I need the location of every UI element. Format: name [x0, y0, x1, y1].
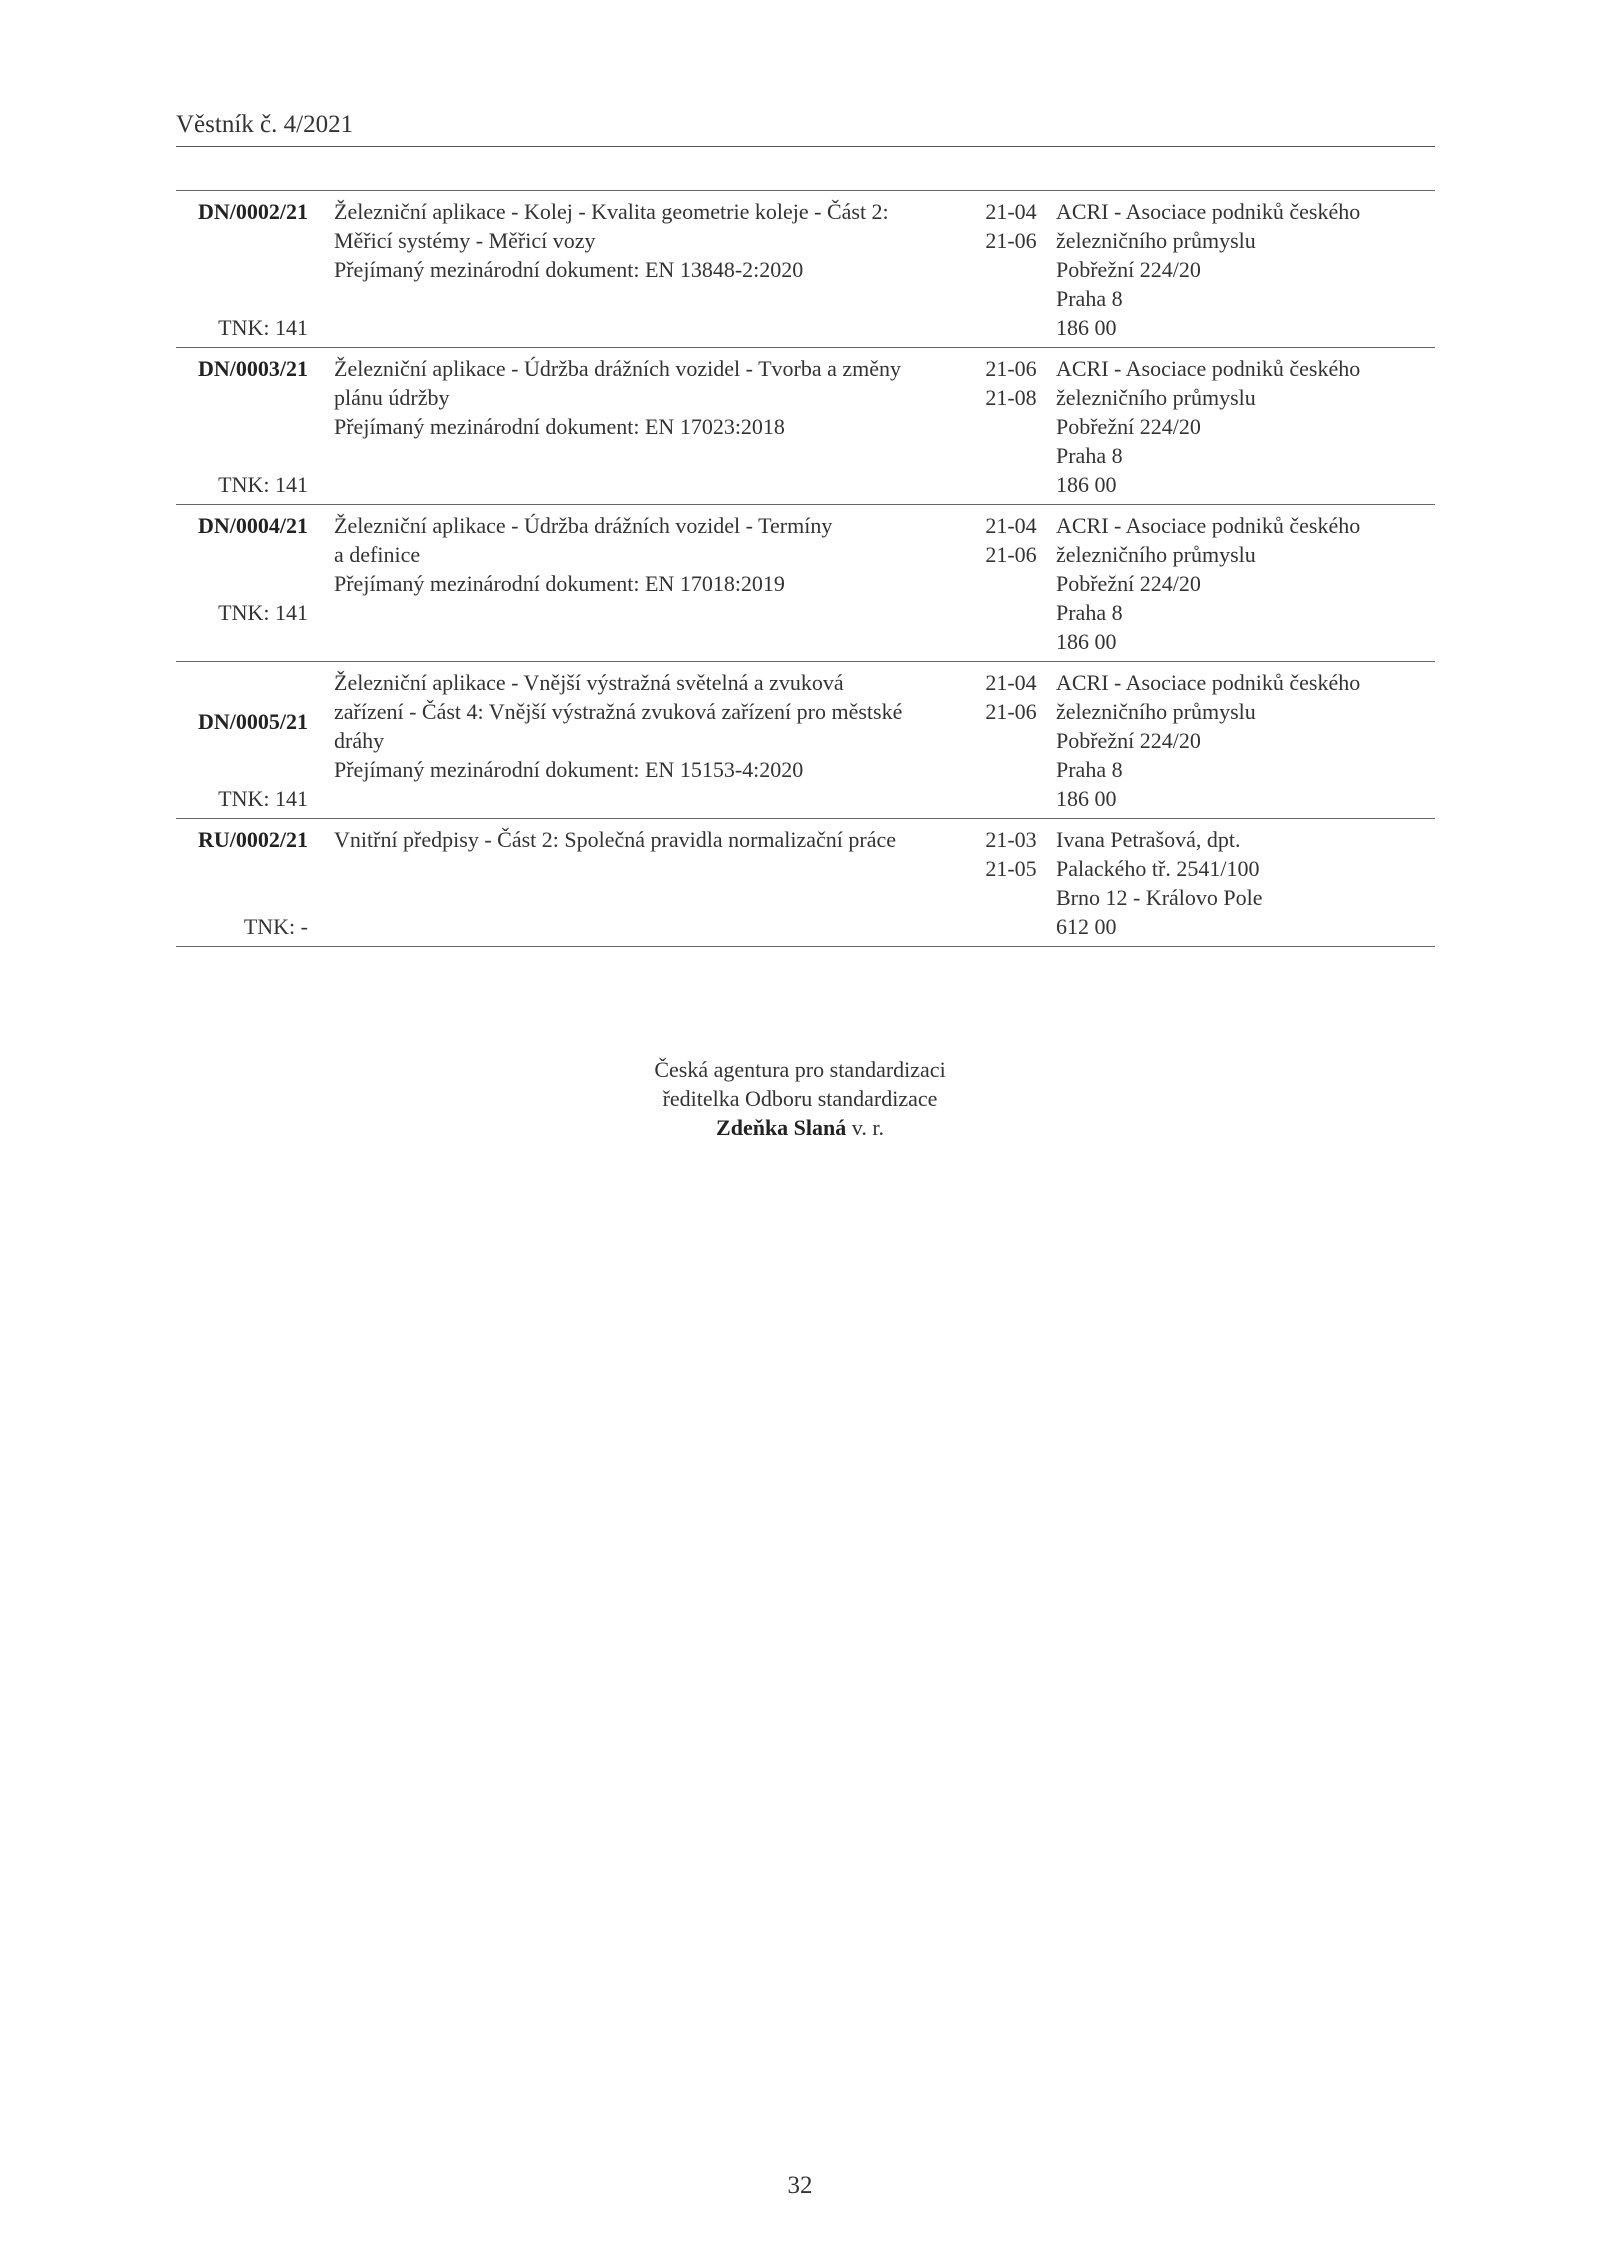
date-start: 21-06: [985, 356, 1037, 381]
signature-suffix: v. r.: [846, 1115, 884, 1140]
row-id-cell: [176, 197, 308, 342]
row-id-cell: [176, 354, 308, 499]
row-title-cell: [308, 197, 966, 342]
row-address-cell: [1056, 354, 1435, 499]
date-start: 21-04: [985, 670, 1037, 695]
row-date-cell: [966, 354, 1056, 499]
table-row: [176, 191, 1435, 348]
address-line: Pobřežní 224/20: [1056, 728, 1201, 753]
document-code: DN/0005/21: [198, 708, 308, 734]
title-line: Přejímaný mezinárodní dokument: EN 17018:2019: [334, 571, 785, 596]
signature-name-line: [0, 1113, 1600, 1142]
address-line: Pobřežní 224/20: [1056, 257, 1201, 282]
date-end: 21-06: [985, 228, 1037, 253]
row-title-cell: [308, 511, 966, 656]
address-line: 186 00: [1056, 315, 1117, 340]
table-row: [176, 505, 1435, 662]
table-row: [176, 819, 1435, 947]
tnk-number: TNK: 141: [218, 472, 308, 497]
address-line: Ivana Petrašová, dpt.: [1056, 827, 1241, 852]
address-line: železničního průmyslu: [1056, 699, 1256, 724]
row-address-cell: [1056, 825, 1435, 941]
address-line: Pobřežní 224/20: [1056, 414, 1201, 439]
document-code: DN/0004/21: [198, 513, 308, 538]
title-line: Vnitřní předpisy - Část 2: Společná pravidla normalizační práce: [334, 827, 897, 852]
row-date-cell: [966, 197, 1056, 342]
title-line: plánu údržby: [334, 385, 450, 410]
tnk-number: TNK: -: [243, 914, 308, 939]
title-line: Přejímaný mezinárodní dokument: EN 13848-2:2020: [334, 257, 804, 282]
row-title-cell: [308, 668, 966, 813]
row-address-cell: [1056, 197, 1435, 342]
address-line: Brno 12 - Královo Pole: [1056, 885, 1263, 910]
title-line: Měřicí systémy - Měřicí vozy: [334, 228, 596, 253]
title-line: Přejímaný mezinárodní dokument: EN 15153-4:2020: [334, 757, 804, 782]
row-address-cell: [1056, 668, 1435, 813]
date-end: 21-05: [985, 856, 1037, 881]
title-line: Železniční aplikace - Údržba drážních vozidel - Tvorba a změny: [334, 356, 902, 381]
address-line: Pobřežní 224/20: [1056, 571, 1201, 596]
row-id-cell: [176, 825, 308, 941]
date-start: 21-04: [985, 199, 1037, 224]
address-line: ACRI - Asociace podniků českého: [1056, 670, 1361, 695]
signature-name: Zdeňka Slaná: [716, 1115, 847, 1140]
address-line: Praha 8: [1056, 443, 1123, 468]
document-code: RU/0002/21: [198, 827, 308, 852]
title-line: Železniční aplikace - Údržba drážních vozidel - Termíny: [334, 513, 833, 538]
title-line: a definice: [334, 542, 421, 567]
date-end: 21-06: [985, 542, 1037, 567]
row-id-cell: [176, 511, 308, 656]
address-line: železničního průmyslu: [1056, 542, 1256, 567]
row-date-cell: [966, 825, 1056, 941]
row-title-cell: [308, 354, 966, 499]
date-start: 21-04: [985, 513, 1037, 538]
signature-role: ředitelka Odboru standardizace: [662, 1086, 938, 1111]
row-title-cell: [308, 825, 966, 941]
document-code: DN/0003/21: [198, 356, 308, 381]
document-code: DN/0002/21: [198, 199, 308, 224]
title-line: dráhy: [334, 728, 385, 753]
address-line: železničního průmyslu: [1056, 228, 1256, 253]
standards-table: [176, 190, 1435, 947]
title-line: Přejímaný mezinárodní dokument: EN 17023:2018: [334, 414, 785, 439]
address-line: Palackého tř. 2541/100: [1056, 856, 1260, 881]
address-line: 186 00: [1056, 629, 1117, 654]
bulletin-title: Věstník č. 4/2021: [176, 111, 354, 138]
address-line: 186 00: [1056, 472, 1117, 497]
address-line: 186 00: [1056, 786, 1117, 811]
address-line: Praha 8: [1056, 757, 1123, 782]
address-line: ACRI - Asociace podniků českého: [1056, 356, 1361, 381]
page-header: [176, 110, 1435, 147]
address-line: železničního průmyslu: [1056, 385, 1256, 410]
row-id-cell: [176, 668, 308, 813]
address-line: 612 00: [1056, 914, 1117, 939]
tnk-number: TNK: 141: [218, 600, 308, 625]
date-start: 21-03: [985, 827, 1037, 852]
title-line: Železniční aplikace - Vnější výstražná světelná a zvuková: [334, 670, 844, 695]
tnk-number: TNK: 141: [218, 785, 308, 811]
address-line: ACRI - Asociace podniků českého: [1056, 199, 1361, 224]
row-date-cell: [966, 511, 1056, 656]
title-line: Železniční aplikace - Kolej - Kvalita geometrie koleje - Část 2:: [334, 199, 889, 224]
row-address-cell: [1056, 511, 1435, 656]
tnk-number: TNK: 141: [218, 315, 308, 340]
title-line: zařízení - Část 4: Vnější výstražná zvuková zařízení pro městské: [334, 699, 903, 724]
address-line: ACRI - Asociace podniků českého: [1056, 513, 1361, 538]
row-date-cell: [966, 668, 1056, 813]
date-end: 21-08: [985, 385, 1037, 410]
address-line: Praha 8: [1056, 600, 1123, 625]
table-row: [176, 348, 1435, 505]
date-end: 21-06: [985, 699, 1037, 724]
table-row: [176, 662, 1435, 819]
signature-block: [0, 1055, 1600, 1142]
signature-organization: Česká agentura pro standardizaci: [654, 1057, 946, 1082]
page-number: 32: [787, 2172, 813, 2199]
address-line: Praha 8: [1056, 286, 1123, 311]
